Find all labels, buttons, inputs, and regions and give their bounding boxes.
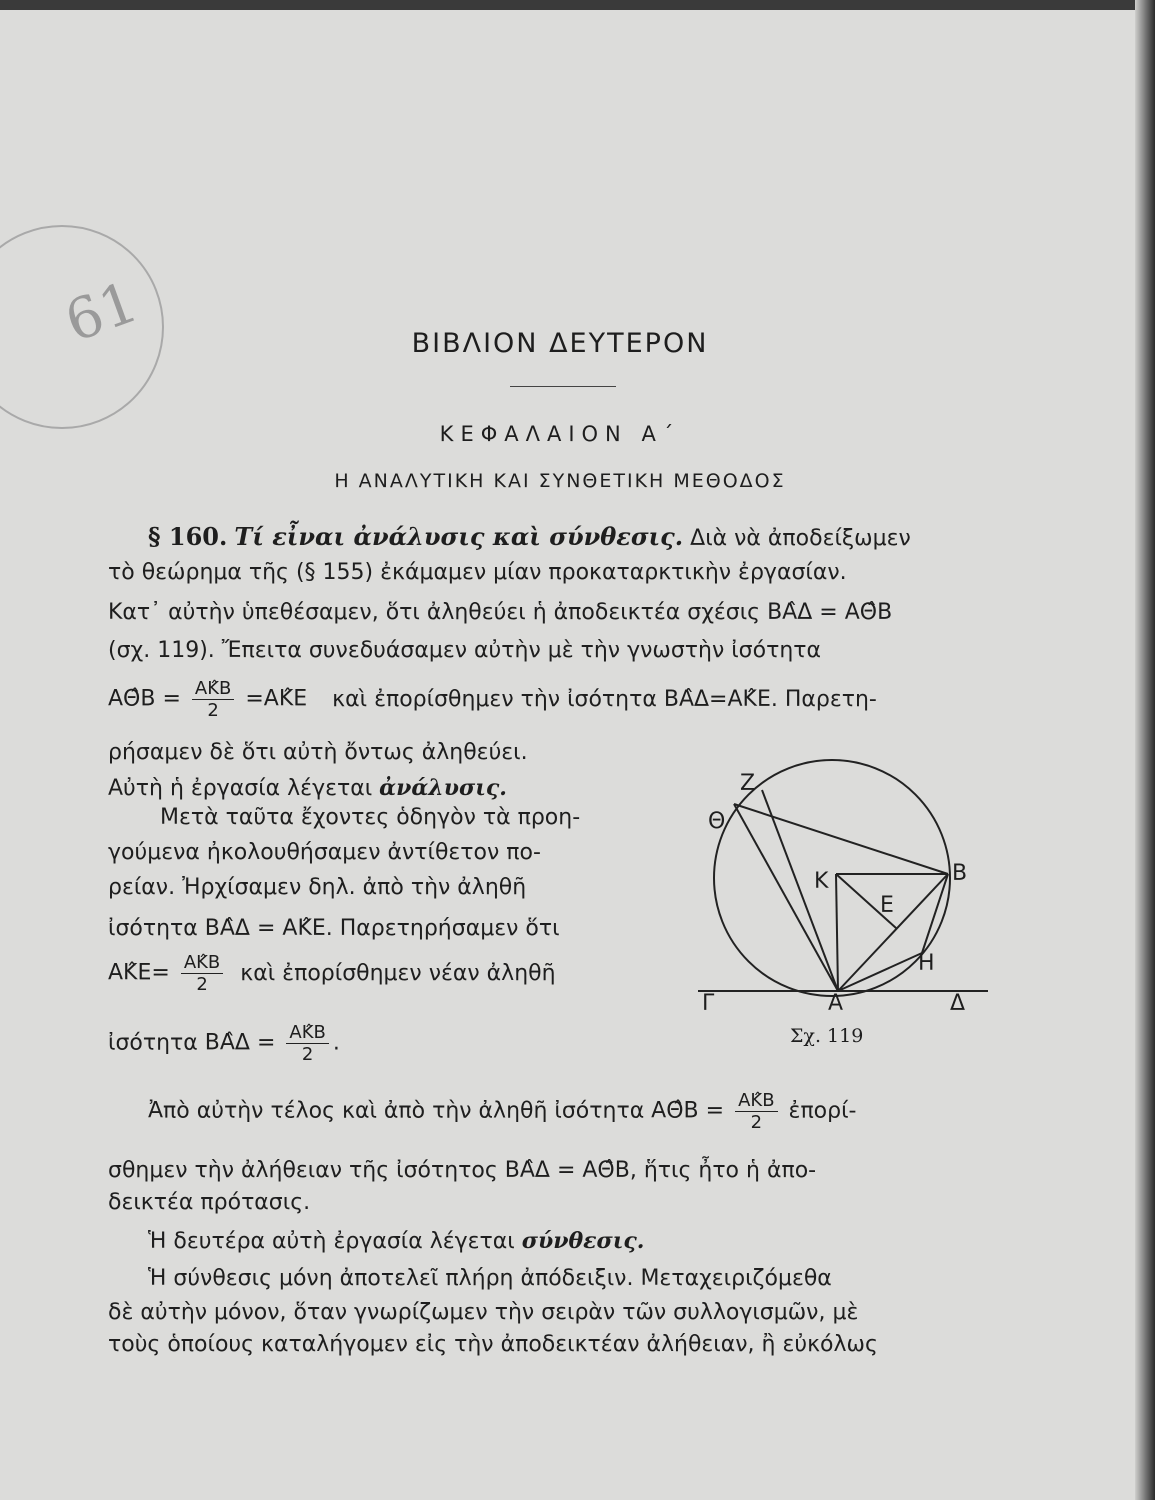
paragraph-line: ἰσότητα ΒΑ̂Δ = ΑΚ̂Ε. Παρετηρήσαμεν ὅτι <box>108 916 560 941</box>
handwritten-page-note: 61 <box>57 269 147 356</box>
section-line-rest: Διὰ νὰ ἀποδείξωμεν <box>690 526 911 551</box>
term-analysis: ἀνάλυσις. <box>379 775 507 801</box>
label-b: Β <box>952 861 968 886</box>
equation-4: Ἀπὸ αὐτὴν τέλος καὶ ἀπὸ τὴν ἀληθῆ ἰσότητα ΑΘ̂Β = $\frac{AK̂B}{2}$ ἐπορί- <box>148 1090 857 1133</box>
paragraph-line: δὲ αὐτὴν μόνον, ὅταν γνωρίζωμεν τὴν σειρὰν τῶν συλλογισμῶν, μὲ <box>108 1300 859 1325</box>
label-delta: Δ <box>950 991 966 1016</box>
label-theta: Θ <box>708 809 726 834</box>
paragraph-line: τὸ θεώρημα τῆς (§ 155) ἐκάμαμεν μίαν προκαταρκτικὴν ἐργασίαν. <box>108 560 847 585</box>
label-k: Κ <box>814 869 829 894</box>
chapter-title: Η ΑΝΑΛΥΤΙΚΗ ΚΑΙ ΣΥΝΘΕΤΙΚΗ ΜΕΘΟΔΟΣ <box>334 470 786 492</box>
label-a: Α <box>828 991 844 1016</box>
book-page <box>0 10 1150 1500</box>
term-synthesis: σύνθεσις. <box>521 1228 645 1254</box>
section-heading-line <box>148 522 911 551</box>
label-h: Η <box>918 951 935 976</box>
paragraph-line: Μετὰ ταῦτα ἔχοντες ὁδηγὸν τὰ προη- <box>160 805 581 830</box>
paragraph-line: δεικτέα πρότασις. <box>108 1190 311 1215</box>
radius-ka <box>836 874 838 991</box>
paragraph-line: σθημεν τὴν ἀλήθειαν τῆς ἰσότητος ΒΑ̂Δ = ΑΘ̂Β, ἥτις ἦτο ἡ ἀπο- <box>108 1158 817 1183</box>
figure-caption: Σχ. 119 <box>790 1025 864 1047</box>
paragraph-line: Αὐτὴ ἡ ἐργασία λέγεται ἀνάλυσις. <box>108 775 507 801</box>
label-z: Ζ <box>740 771 756 796</box>
title-divider <box>510 386 616 387</box>
book-title: ΒΙΒΛΙΟΝ ΔΕΥΤΕΡΟΝ <box>411 328 709 359</box>
equation-3: ἰσότητα ΒΑ̂Δ = $\frac{AK̂B}{2}$ . <box>108 1022 340 1065</box>
label-e: Ε <box>880 893 894 918</box>
equation-1: ΑΘ̂Β = $\frac{AK̂B}{2}$ =ΑΚ̂Ε καὶ ἐπορίσθημεν τὴν ἰσότητα ΒΑ̂Δ=ΑΚ̂Ε. Παρετη- <box>108 678 877 721</box>
equation-2: ΑΚ̂Ε= $\frac{AK̂B}{2}$ καὶ ἐπορίσθημεν νέαν ἀληθῆ <box>108 952 556 995</box>
paragraph-line: (σχ. 119). Ἔπειτα συνεδυάσαμεν αὐτὴν μὲ τὴν γνωστὴν ἰσότητα <box>108 638 822 663</box>
paragraph-line: γούμενα ἠκολουθήσαμεν ἀντίθετον πο- <box>108 840 541 865</box>
section-number: § 160. <box>148 522 228 551</box>
paragraph-line: Κατ᾽ αὐτὴν ὑπεθέσαμεν, ὅτι ἀληθεύει ἡ ἀποδεικτέα σχέσις ΒΑ̂Δ = ΑΘ̂Β <box>108 600 893 625</box>
chapter-heading: ΚΕΦΑΛΑΙΟΝ Α΄ <box>439 422 681 446</box>
label-gamma: Γ <box>702 991 715 1016</box>
paragraph-line: Ἡ σύνθεσις μόνη ἀποτελεῖ πλήρη ἀπόδειξιν. Μεταχειριζόμεθα <box>148 1266 832 1291</box>
paragraph-line: ρήσαμεν δὲ ὅτι αὐτὴ ὄντως ἀληθεύει. <box>108 740 528 765</box>
paragraph-line: Ἡ δευτέρα αὐτὴ ἐργασία λέγεται σύνθεσις. <box>148 1228 645 1254</box>
section-heading: Τί εἶναι ἀνάλυσις καὶ σύνθεσις. <box>234 522 684 551</box>
paragraph-line: ρείαν. Ἠρχίσαμεν δηλ. ἀπὸ τὴν ἀληθῆ <box>108 875 527 900</box>
paragraph-line: τοὺς ὁποίους καταλήγομεν εἰς τὴν ἀποδεικτέαν ἀλήθειαν, ἢ εὐκόλως <box>108 1332 878 1357</box>
geometry-figure <box>690 748 1020 1018</box>
page-edge-shadow <box>1135 0 1155 1500</box>
